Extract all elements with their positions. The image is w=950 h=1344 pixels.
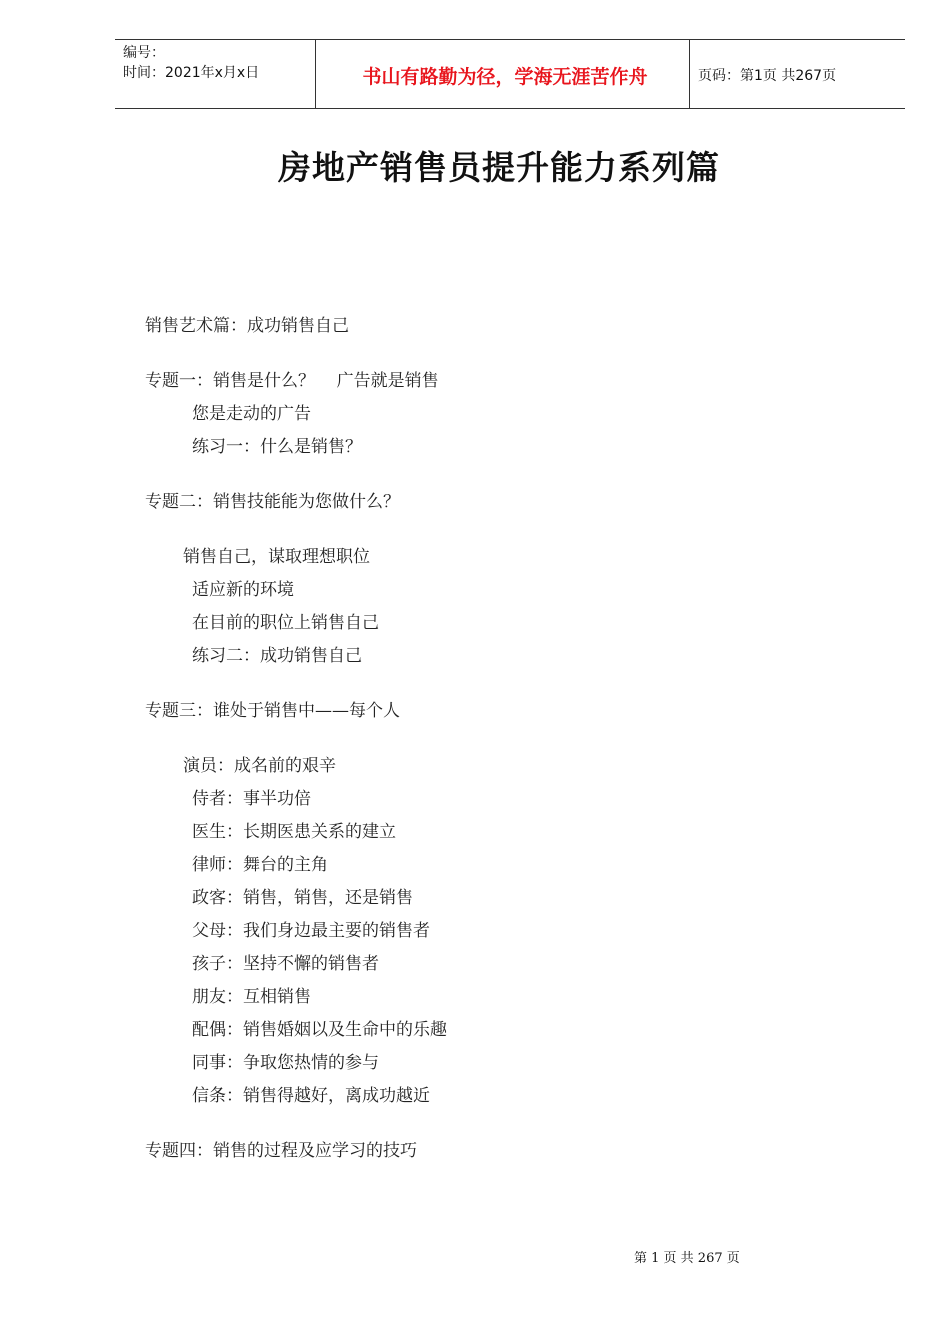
- list-item: 孩子：坚持不懈的销售者: [192, 954, 379, 974]
- list-item: 同事：争取您热情的参与: [192, 1053, 379, 1073]
- serial-number-label: 编号：: [123, 45, 165, 61]
- header-motto: 书山有路勤为径，学海无涯苦作舟: [362, 66, 648, 88]
- list-item: 配偶：销售婚姻以及生命中的乐趣: [192, 1020, 447, 1040]
- section-heading: 销售艺术篇：成功销售自己: [145, 316, 349, 336]
- list-item: 演员：成名前的艰辛: [183, 756, 336, 776]
- list-item: 销售自己，谋取理想职位: [183, 547, 370, 567]
- header-left-cell: [123, 43, 259, 83]
- list-item: 律师：舞台的主角: [192, 855, 328, 875]
- date-label: 时间：2021年x月x日: [123, 65, 260, 81]
- list-item: 练习二：成功销售自己: [192, 646, 362, 666]
- list-item: 信条：销售得越好，离成功越近: [192, 1086, 430, 1106]
- header-divider: [689, 40, 690, 108]
- topic-heading: 专题三：谁处于销售中——每个人: [145, 701, 400, 721]
- header-divider: [315, 40, 316, 108]
- topic-heading: 专题一：销售是什么？ 广告就是销售: [145, 371, 439, 391]
- list-item: 侍者：事半功倍: [192, 789, 311, 809]
- list-item: 医生：长期医患关系的建立: [192, 822, 396, 842]
- list-item: 朋友：互相销售: [192, 987, 311, 1007]
- list-item: 政客：销售，销售，还是销售: [192, 888, 413, 908]
- list-item: 在目前的职位上销售自己: [192, 613, 379, 633]
- topic-heading: 专题二：销售技能能为您做什么？: [145, 492, 400, 512]
- list-item: 您是走动的广告: [192, 404, 311, 424]
- topic-heading: 专题四：销售的过程及应学习的技巧: [145, 1141, 417, 1161]
- page-footer: 第 1 页 共 267 页: [634, 1251, 740, 1266]
- page-header: [115, 39, 905, 109]
- header-page-number: 页码：第1页 共267页: [698, 68, 837, 84]
- list-item: 练习一：什么是销售？: [192, 437, 362, 457]
- list-item: 适应新的环境: [192, 580, 294, 600]
- list-item: 父母：我们身边最主要的销售者: [192, 921, 430, 941]
- document-title: 房地产销售员提升能力系列篇: [278, 148, 720, 187]
